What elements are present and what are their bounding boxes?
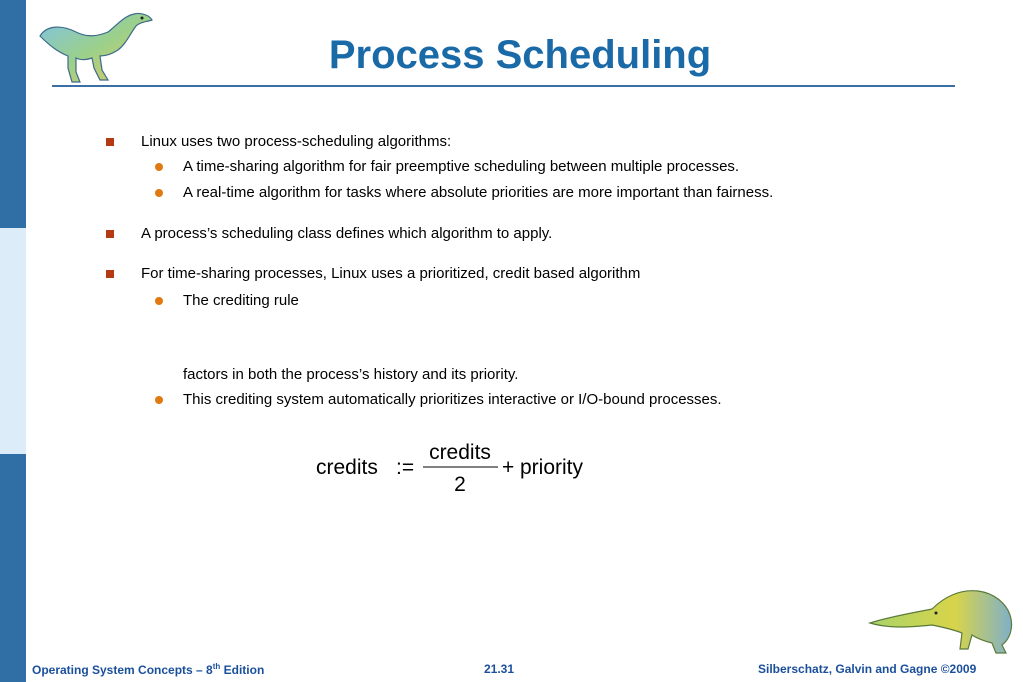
crediting-formula [316, 438, 616, 498]
formula-plus: + [502, 456, 515, 479]
round-bullet-icon [155, 189, 163, 197]
slide-title: Process Scheduling [328, 33, 712, 77]
left-stripe-top [0, 0, 26, 228]
bullet-text: A process’s scheduling class defines which algorithm to apply. [141, 225, 553, 242]
sub-bullet-text: A real-time algorithm for tasks where absolute priorities are more important than fairness. [183, 184, 774, 201]
round-bullet-icon [155, 163, 163, 171]
left-stripe-bottom [0, 454, 26, 682]
bullet-text: Linux uses two process-scheduling algorithms: [141, 133, 452, 150]
square-bullet-icon [106, 270, 114, 278]
formula-numerator: credits [429, 441, 491, 464]
title-divider [52, 85, 955, 87]
sub-bullet-text: This crediting system automatically prioritizes interactive or I/O-bound processes. [183, 391, 722, 408]
sub-bullet-text: A time-sharing algorithm for fair preemptive scheduling between multiple processes. [183, 158, 740, 175]
round-bullet-icon [155, 297, 163, 305]
sub-bullet-text: The crediting rule [183, 292, 299, 309]
footer-book-title-text: Operating System Concepts – 8 [32, 663, 213, 677]
formula-rhs: priority [520, 456, 584, 479]
square-bullet-icon [106, 230, 114, 238]
dinosaur-logo-icon [36, 6, 156, 86]
square-bullet-icon [106, 138, 114, 146]
bullet-text: For time-sharing processes, Linux uses a prioritized, credit based algorithm [141, 265, 641, 282]
formula-denominator: 2 [454, 473, 466, 496]
slide-number: 21.31 [484, 662, 515, 676]
footer-book-title [32, 662, 264, 677]
dinosaur-footer-icon [868, 583, 1018, 655]
formula-assign: := [396, 456, 415, 479]
footer-edition-sup: th [212, 662, 221, 671]
formula-lhs: credits [316, 456, 378, 479]
sub-bullet-continuation: factors in both the process’s history and its priority. [183, 366, 519, 383]
footer-authors: Silberschatz, Galvin and Gagne ©2009 [758, 662, 977, 676]
left-stripe-middle [0, 228, 26, 454]
round-bullet-icon [155, 396, 163, 404]
footer-edition-text: Edition [220, 663, 265, 677]
